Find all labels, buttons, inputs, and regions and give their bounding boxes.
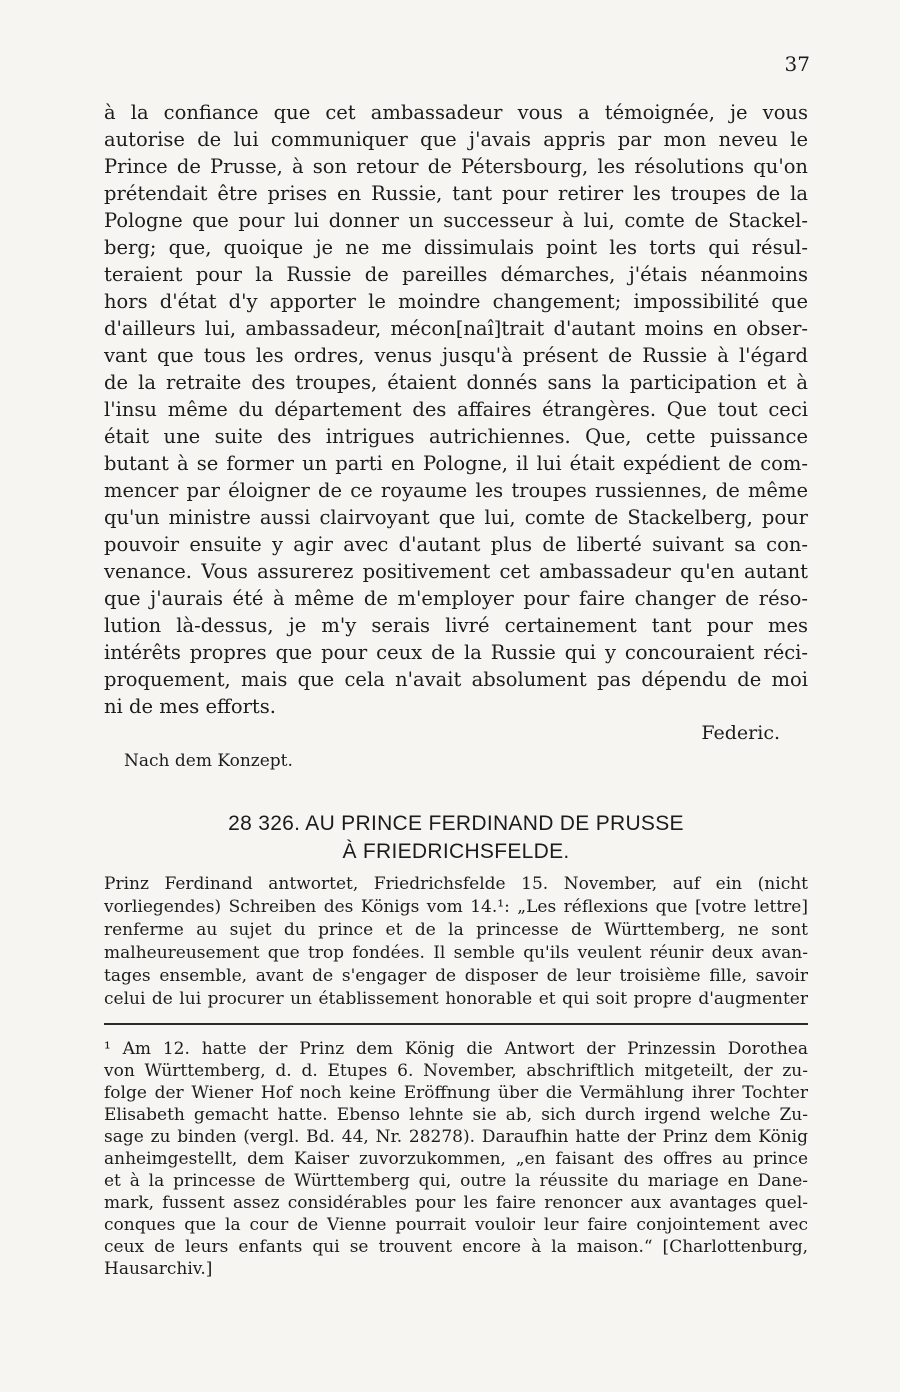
footnote-line: Elisabeth gemacht hatte. Ebenso lehnte sie ab, sich durch irgend welche Zu-	[104, 1105, 808, 1125]
body-line: Prince de Prusse, à son retour de Pétersbourg, les résolutions qu'on	[104, 155, 808, 178]
body-line: vant que tous les ordres, venus jusqu'à présent de Russie à l'égard	[104, 344, 808, 367]
summary-line: vorliegendes) Schreiben des Königs vom 14.¹: „Les réflexions que [votre lettre]	[104, 897, 808, 917]
document-heading-subtitle: À FRIEDRICHSFELDE.	[342, 840, 570, 863]
body-line: ni de mes efforts.	[104, 695, 276, 718]
body-line: de la retraite des troupes, étaient donnés sans la participation et à	[104, 371, 808, 394]
body-line: que j'aurais été à même de m'employer pour faire changer de réso-	[104, 587, 808, 610]
body-line: Pologne que pour lui donner un successeur à lui, comte de Stackel-	[104, 209, 808, 232]
footnote-divider	[104, 1023, 808, 1025]
body-line: était une suite des intrigues autrichiennes. Que, cette puissance	[104, 425, 808, 448]
body-line: venance. Vous assurerez positivement cet ambassadeur qu'en autant	[104, 560, 808, 583]
footnote-line: anheimgestellt, dem Kaiser zuvorzukommen, „en faisant des offres au prince	[104, 1149, 808, 1169]
footnote-line: Hausarchiv.]	[104, 1259, 213, 1279]
body-line: l'insu même du département des affaires étrangères. Que tout ceci	[104, 398, 808, 421]
summary-line: tages ensemble, avant de s'engager de disposer de leur troisième fille, savoir	[104, 966, 808, 986]
footnote-line: mark, fussent assez considérables pour les faire renoncer aux avantages quel-	[104, 1193, 808, 1213]
signature: Federic.	[701, 722, 780, 744]
summary-line: Prinz Ferdinand antwortet, Friedrichsfelde 15. November, auf ein (nicht	[104, 874, 808, 894]
body-line: hors d'état d'y apporter le moindre changement; impossibilité que	[104, 290, 808, 313]
body-line: mencer par éloigner de ce royaume les troupes russiennes, de même	[104, 479, 808, 502]
body-line: autorise de lui communiquer que j'avais appris par mon neveu le	[104, 128, 808, 151]
footnote-line: folge der Wiener Hof noch keine Eröffnung über die Vermählung ihrer Tochter	[104, 1083, 808, 1103]
body-line: d'ailleurs lui, ambassadeur, mécon[naî]trait d'autant moins en obser-	[104, 317, 808, 340]
summary-line: celui de lui procurer un établissement honorable et qui soit propre d'augmenter	[104, 989, 808, 1009]
summary-line: renferme au sujet du prince et de la princesse de Württemberg, ne sont	[104, 920, 808, 940]
page-number: 37	[784, 52, 810, 76]
body-line: prétendait être prises en Russie, tant pour retirer les troupes de la	[104, 182, 808, 205]
body-line: qu'un ministre aussi clairvoyant que lui, comte de Stackelberg, pour	[104, 506, 808, 529]
body-line: berg; que, quoique je ne me dissimulais point les torts qui résul-	[104, 236, 808, 259]
footnote-line: conques que la cour de Vienne pourrait vouloir leur faire conjointement avec	[104, 1215, 808, 1235]
footnote-line: ¹ Am 12. hatte der Prinz dem König die Antwort der Prinzessin Dorothea	[104, 1039, 808, 1059]
footnote-line: ceux de leurs enfants qui se trouvent encore à la maison.“ [Charlottenburg,	[104, 1237, 808, 1257]
footnote-line: sage zu binden (vergl. Bd. 44, Nr. 28278). Daraufhin hatte der Prinz dem König	[104, 1127, 808, 1147]
body-line: pouvoir ensuite y agir avec d'autant plus de liberté suivant sa con-	[104, 533, 808, 556]
body-line: teraient pour la Russie de pareilles démarches, j'étais néanmoins	[104, 263, 808, 286]
summary-line: malheureusement que trop fondées. Il semble qu'ils veulent réunir deux avan-	[104, 943, 808, 963]
body-line: lution là-dessus, je m'y serais livré certainement tant pour mes	[104, 614, 808, 637]
footnote-line: von Württemberg, d. d. Etupes 6. November, abschriftlich mitgeteilt, der zu-	[104, 1061, 808, 1081]
document-heading: 28 326. AU PRINCE FERDINAND DE PRUSSE	[228, 812, 684, 835]
body-line: intérêts propres que pour ceux de la Russie qui y concouraient réci-	[104, 641, 808, 664]
body-line: proquement, mais que cela n'avait absolument pas dépendu de moi	[104, 668, 808, 691]
body-line: butant à se former un parti en Pologne, il lui était expédient de com-	[104, 452, 808, 475]
footnote-line: et à la princesse de Württemberg qui, outre la réussite du mariage en Dane-	[104, 1171, 808, 1191]
source-note: Nach dem Konzept.	[124, 751, 293, 771]
body-line: à la confiance que cet ambassadeur vous a témoignée, je vous	[104, 101, 808, 124]
